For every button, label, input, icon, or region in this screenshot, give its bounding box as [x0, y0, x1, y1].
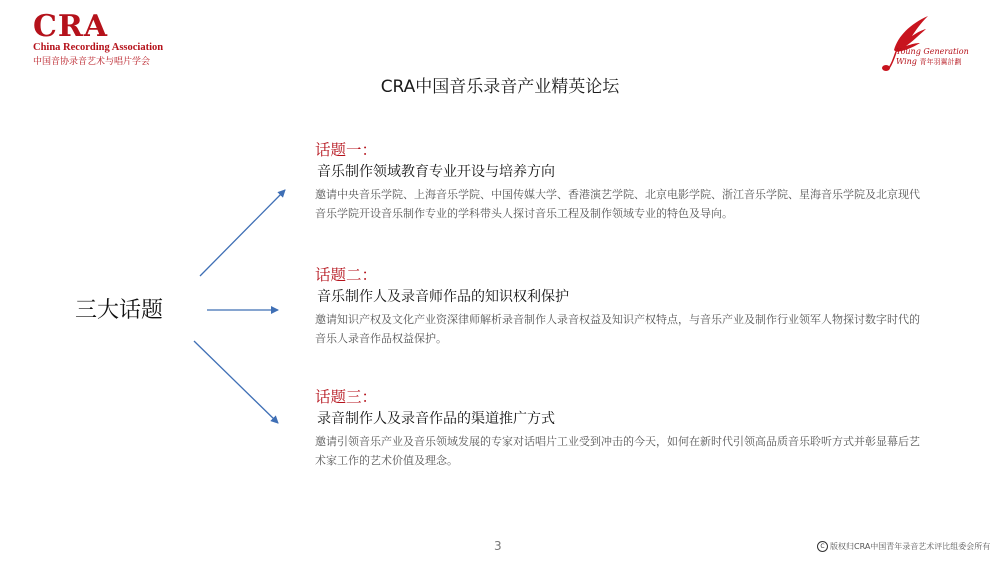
slide-title: CRA中国音乐录音产业精英论坛 — [380, 77, 620, 97]
topic-description: 邀请引领音乐产业及音乐领域发展的专家对话唱片工业受到冲击的今天，如何在新时代引领高品质音乐聆听方式并彰显幕后艺术家工作的艺术价值及理念。 — [315, 435, 920, 467]
arrow-to-topic-1 — [200, 190, 285, 276]
topic-heading: 音乐制作人及录音师作品的知识权利保护 — [317, 289, 569, 305]
topic-label: 话题一： — [315, 141, 378, 159]
topic-label: 话题二： — [315, 266, 378, 284]
page-number: 3 — [494, 539, 502, 553]
topic-description: 邀请中央音乐学院、上海音乐学院、中国传媒大学、香港演艺学院、北京电影学院、浙江音乐学院、星海音乐学院及北京现代音乐学院开设音乐制作专业的学科带头人探讨音乐工程及制作领域专业的特色及导向。 — [315, 188, 920, 220]
topic-heading: 音乐制作领域教育专业开设与培养方向 — [317, 164, 555, 180]
topic-2 — [315, 265, 935, 348]
topic-3 — [315, 387, 935, 470]
cra-logo-chinese: 中国音协录音艺术与唱片学会 — [33, 57, 151, 67]
cra-logo-abbr: CRA — [33, 9, 109, 44]
main-topic: 三大话题 — [75, 298, 164, 323]
topic-1 — [315, 140, 935, 223]
topic-description: 邀请知识产权及文化产业资深律师解析录音制作人录音权益及知识产权特点，与音乐产业及制作行业领军人物探讨数字时代的音乐人录音作品权益保护。 — [315, 313, 920, 345]
topic-heading: 录音制作人及录音作品的渠道推广方式 — [317, 411, 555, 427]
arrow-to-topic-3 — [194, 341, 278, 423]
copyright-notice — [817, 541, 990, 552]
topic-label: 话题三： — [315, 388, 378, 406]
copyright-text: 版权归CRA中国青年录音艺术评比组委会所有 — [830, 542, 991, 551]
cra-logo-english: China Recording Association — [33, 42, 164, 53]
ygw-english-line1: Young Generation — [896, 47, 969, 56]
ygw-english-line2: Wing — [896, 57, 917, 66]
copyright-icon: C — [817, 541, 828, 552]
ygw-chinese: 青年羽翼計劃 — [919, 58, 962, 66]
